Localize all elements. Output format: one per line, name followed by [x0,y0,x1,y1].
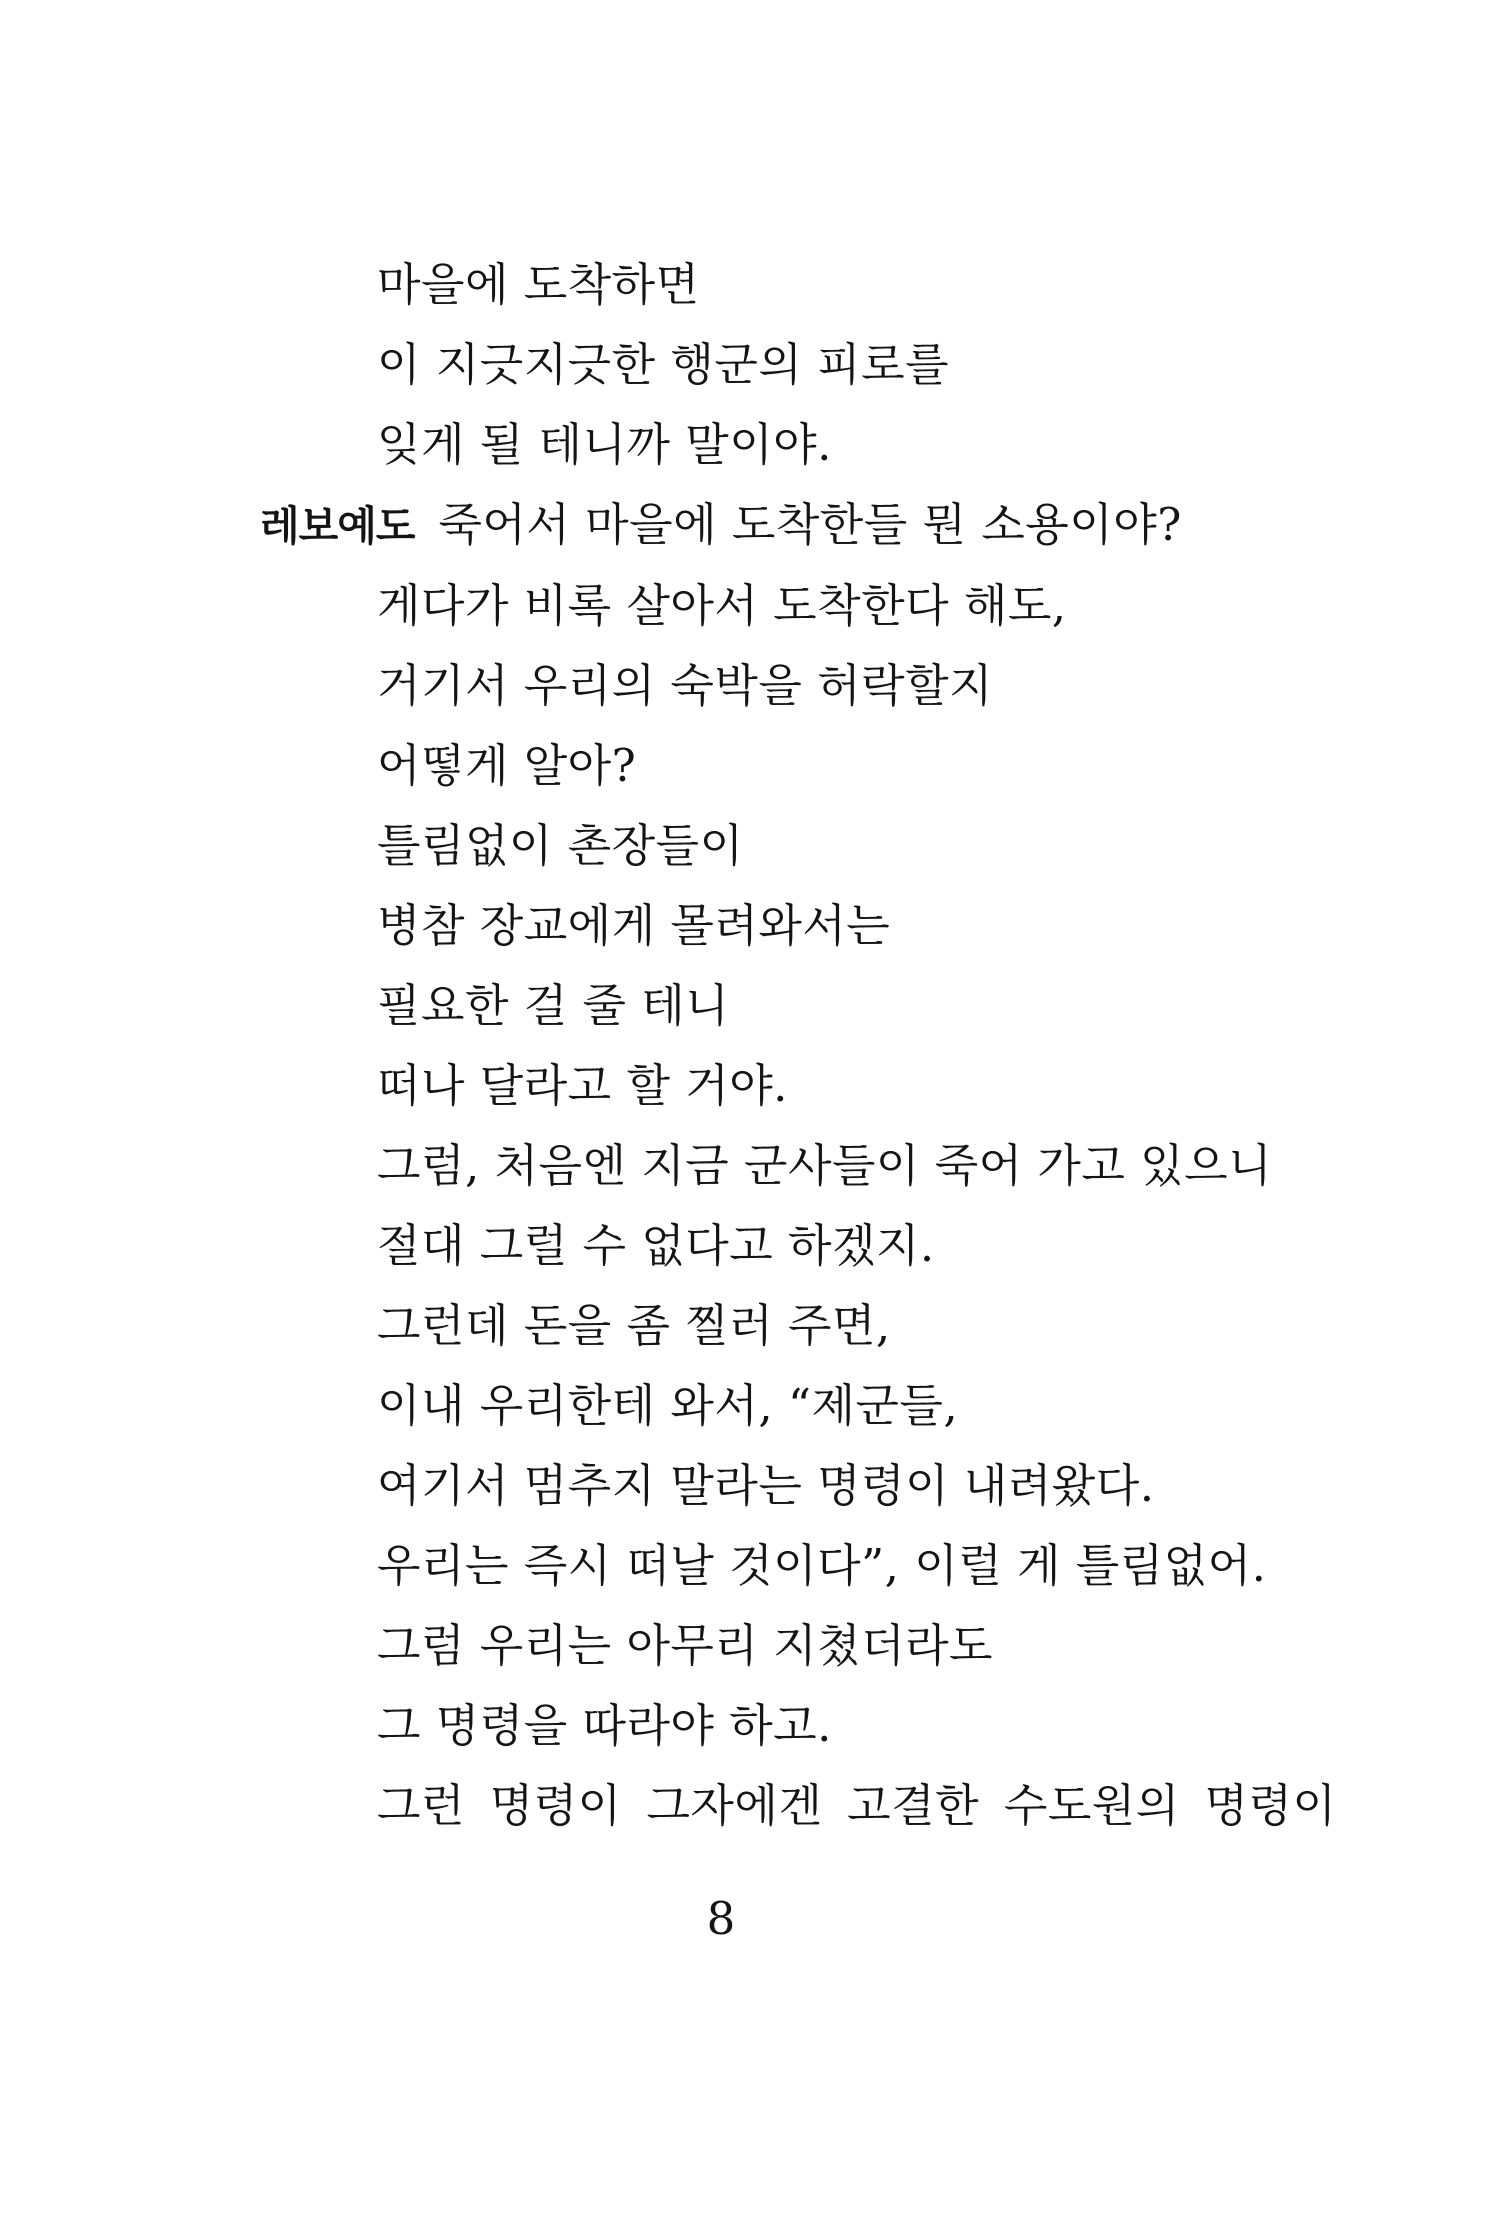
dialogue-text: 그럼 우리는 아무리 지쳤더라도 [377,1619,994,1672]
dialogue-text: 그럼, 처음엔 지금 군사들이 죽어 가고 있으니 [377,1139,1273,1192]
script-line [0,485,1512,566]
script-line [0,966,1512,1046]
script-line [0,806,1512,886]
dialogue-text: 떠나 달라고 할 거야. [377,1059,788,1112]
dialogue-text: 병참 장교에게 몰려와서는 [377,899,891,952]
page-number: 8 [706,1892,736,1945]
script-line [0,566,1512,646]
speaker-name: 레보예도 [260,502,415,550]
dialogue-text: 잊게 될 테니까 말이야. [377,418,832,471]
script-line [0,1606,1512,1686]
dialogue-text: 절대 그럴 수 없다고 하겠지. [377,1219,935,1272]
script-line [0,405,1512,485]
dialogue-text: 게다가 비록 살아서 도착한다 해도, [377,579,1067,632]
dialogue-text: 그런 명령이 그자에겐 고결한 수도원의 명령이 [377,1779,1337,1832]
dialogue-text: 필요한 걸 줄 테니 [377,979,730,1032]
dialogue-text: 죽어서 마을에 도착한들 뭔 소용이야? [438,498,1182,551]
dialogue-text: 그런데 돈을 좀 찔러 주면, [377,1299,891,1352]
script-line [0,886,1512,966]
dialogue-text: 마을에 도착하면 [377,258,700,311]
script-line [0,245,1512,325]
script-line [0,1366,1512,1446]
script-line [0,1526,1512,1606]
dialogue-text: 이 지긋지긋한 행군의 피로를 [377,338,950,391]
dialogue-text: 이내 우리한테 와서, “제군들, [377,1379,959,1432]
dialogue-text: 우리는 즉시 떠날 것이다”, 이럴 게 틀림없어. [377,1539,1267,1592]
script-line [0,1766,1512,1846]
dialogue-text: 거기서 우리의 숙박을 허락할지 [377,659,994,712]
script-body [0,245,1512,1846]
script-line [0,646,1512,726]
script-line [0,1686,1512,1766]
script-line [0,726,1512,806]
script-line [0,1286,1512,1366]
dialogue-text: 틀림없이 촌장들이 [377,819,744,872]
dialogue-text: 그 명령을 따라야 하고. [377,1699,832,1752]
script-line [0,1046,1512,1126]
script-line [0,325,1512,405]
dialogue-text: 여기서 멈추지 말라는 명령이 내려왔다. [377,1459,1155,1512]
script-line [0,1206,1512,1286]
dialogue-text: 어떻게 알아? [377,739,637,792]
script-line [0,1446,1512,1526]
script-line [0,1126,1512,1206]
